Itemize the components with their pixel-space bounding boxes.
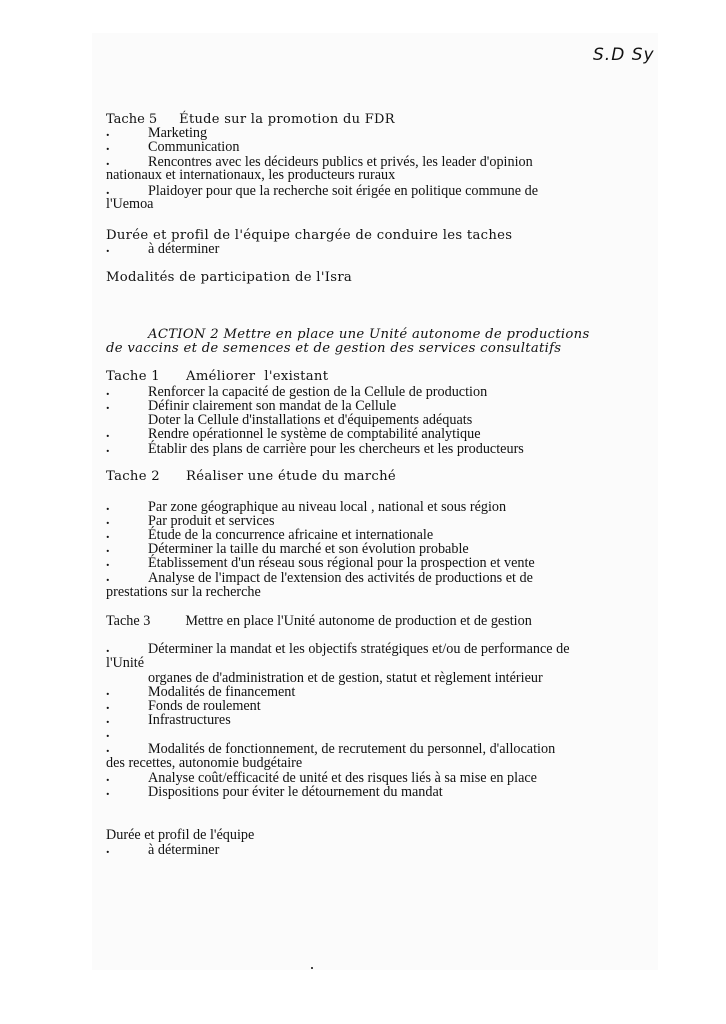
tache5-item: Marketing [148, 125, 208, 141]
bullet-marker: . [106, 499, 110, 514]
tache1-item: Établir des plans de carrière pour les chercheurs et les producteurs [148, 441, 524, 457]
tache1-item: Doter la Cellule d'installations et d'équipements adéquats [148, 412, 473, 428]
tache2-item-continuation: prestations sur la recherche [106, 584, 261, 600]
tache3-item: Fonds de roulement [148, 698, 261, 714]
bullet-marker: . [106, 426, 110, 441]
bullet-marker: . [106, 384, 110, 399]
tache5-item-continuation: l'Uemoa [106, 196, 154, 212]
tache1-item: Rendre opérationnel le système de comptabilité analytique [148, 426, 481, 442]
bullet-marker: . [106, 570, 110, 585]
tache5-item: Rencontres avec les décideurs publics et privés, les leader d'opinion [148, 154, 533, 170]
bullet-marker: . [106, 183, 110, 198]
bullet-marker: . [106, 125, 110, 140]
tache2-item: Analyse de l'impact de l'extension des activités de productions et de [148, 570, 533, 586]
bullet-marker: . [106, 154, 110, 169]
tache3-item: organes de d'administration et de gestion, statut et règlement intérieur [148, 670, 543, 686]
duree-heading: Durée et profil de l'équipe chargée de conduire les taches [106, 228, 513, 243]
bullet-marker: . [106, 241, 110, 256]
bullet-marker: . [106, 712, 110, 727]
bullet-marker: . [106, 726, 110, 741]
tache2-label: Tache 2 [106, 469, 160, 484]
bullet-marker: . [106, 842, 110, 857]
bullet-marker: . [106, 527, 110, 542]
bullet-marker: . [106, 541, 110, 556]
handwritten-signature: S.D Sy [593, 45, 655, 65]
tache3-item: Analyse coût/efficacité de unité et des risques liés à sa mise en place [148, 770, 537, 786]
duree-heading: Durée et profil de l'équipe [106, 827, 255, 843]
tache1-item: Renforcer la capacité de gestion de la Cellule de production [148, 384, 488, 400]
tache3-item: Dispositions pour éviter le détournement du mandat [148, 784, 443, 800]
tache1-item: Définir clairement son mandat de la Cellule [148, 398, 397, 414]
bullet-marker: . [106, 770, 110, 785]
bullet-marker: . [106, 698, 110, 713]
tache2-item: Établissement d'un réseau sous régional pour la prospection et vente [148, 555, 535, 571]
duree-item: à déterminer [148, 241, 220, 257]
action2-title-line1: ACTION 2 Mettre en place une Unité autonome de productions [148, 327, 590, 342]
tache3-title: Mettre en place l'Unité autonome de production et de gestion [185, 613, 532, 629]
tache2-heading [106, 470, 396, 484]
bullet-marker: . [106, 441, 110, 456]
tache2-item: Déterminer la taille du marché et son évolution probable [148, 541, 469, 557]
action2-title-line2: de vaccins et de semences et de gestion des services consultatifs [106, 341, 562, 356]
tache1-label: Tache 1 [106, 369, 160, 384]
tache3-label: Tache 3 [106, 613, 151, 629]
tache3-item: Modalités de fonctionnement, de recrutement du personnel, d'allocation [148, 741, 556, 757]
modalites-heading: Modalités de participation de l'Isra [106, 270, 353, 285]
bullet-marker: . [106, 784, 110, 799]
bullet-marker: . [106, 139, 110, 154]
tache5-label: Tache 5 [106, 112, 158, 127]
tache5-title: Étude sur la promotion du FDR [179, 112, 395, 127]
tache3-item: Infrastructures [148, 712, 231, 728]
bullet-marker: . [106, 741, 110, 756]
tache3-item-continuation: des recettes, autonomie budgétaire [106, 755, 303, 771]
tache2-item: Étude de la concurrence africaine et internationale [148, 527, 434, 543]
bullet-marker: . [106, 555, 110, 570]
tache5-item-continuation: nationaux et internationaux, les producteurs ruraux [106, 167, 396, 183]
tache1-heading [106, 370, 328, 384]
bullet-marker: . [106, 641, 110, 656]
tache2-title: Réaliser une étude du marché [186, 469, 396, 484]
tache3-item: Modalités de financement [148, 684, 296, 700]
tache1-title: Améliorer l'existant [186, 369, 329, 384]
bullet-marker: . [106, 513, 110, 528]
tache5-item: Plaidoyer pour que la recherche soit érigée en politique commune de [148, 183, 539, 199]
tache5-item: Communication [148, 139, 240, 155]
tache3-item-continuation: l'Unité [106, 655, 145, 671]
bullet-marker: . [106, 398, 110, 413]
tache2-item: Par produit et services [148, 513, 275, 529]
tache2-item: Par zone géographique au niveau local , national et sous région [148, 499, 507, 515]
page-mark [311, 967, 313, 969]
tache3-heading [106, 614, 532, 628]
bullet-marker: . [106, 684, 110, 699]
tache3-item: Déterminer la mandat et les objectifs stratégiques et/ou de performance de [148, 641, 570, 657]
duree-item: à déterminer [148, 842, 220, 858]
